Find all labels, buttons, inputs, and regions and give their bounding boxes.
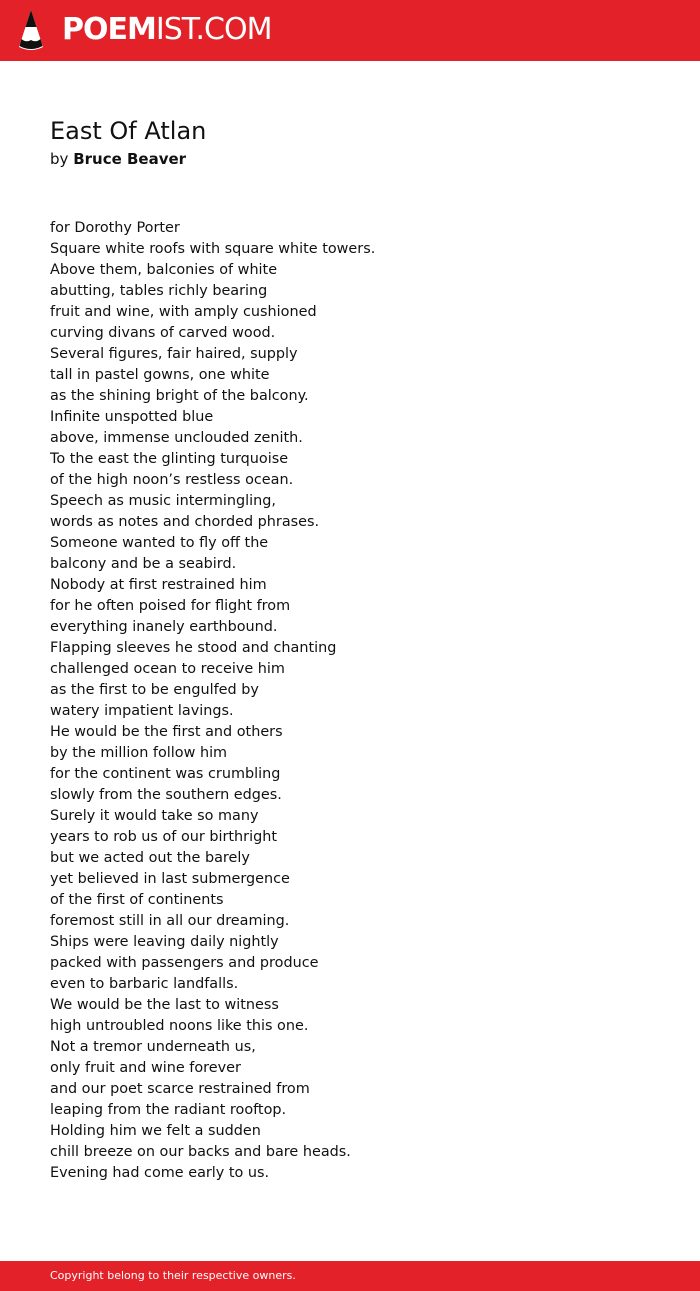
- poem-line: as the shining bright of the balcony.: [50, 388, 309, 404]
- copyright-text: Copyright belong to their respective owners.: [50, 1269, 296, 1282]
- poem-line: Not a tremor underneath us,: [50, 1039, 256, 1055]
- poem-title: East Of Atlan: [50, 117, 207, 145]
- poem-line: for the continent was crumbling: [50, 766, 281, 782]
- poem-line: balcony and be a seabird.: [50, 556, 237, 572]
- poem-line: yet believed in last submergence: [50, 871, 290, 887]
- site-footer: [0, 1261, 700, 1291]
- poem-line: Nobody at first restrained him: [50, 577, 267, 593]
- logo-text-bold: POEM: [62, 12, 156, 47]
- poem-line: and our poet scarce restrained from: [50, 1081, 310, 1097]
- poem-line: by the million follow him: [50, 745, 228, 761]
- poem-line: for Dorothy Porter: [50, 220, 180, 236]
- poem-line: for he often poised for flight from: [50, 598, 291, 614]
- poem-line: above, immense unclouded zenith.: [50, 430, 303, 446]
- poem-line: slowly from the southern edges.: [50, 787, 282, 803]
- poem-line: Evening had come early to us.: [50, 1165, 270, 1181]
- site-logo[interactable]: [62, 12, 271, 48]
- poem-line: of the high noon’s restless ocean.: [50, 472, 294, 488]
- poem-line: curving divans of carved wood.: [50, 325, 276, 341]
- poem-line: even to barbaric landfalls.: [50, 976, 239, 992]
- poem-line: To the east the glinting turquoise: [50, 451, 289, 467]
- poem-line: of the first of continents: [50, 892, 224, 908]
- poem-line: He would be the first and others: [50, 724, 283, 740]
- poem-line: Flapping sleeves he stood and chanting: [50, 640, 337, 656]
- pen-nib-icon[interactable]: [18, 9, 44, 51]
- poem-line: only fruit and wine forever: [50, 1060, 241, 1076]
- byline: [50, 148, 186, 170]
- poem-line: everything inanely earthbound.: [50, 619, 278, 635]
- poem-line: Above them, balconies of white: [50, 262, 278, 278]
- poem-line: high untroubled noons like this one.: [50, 1018, 309, 1034]
- poem-line: chill breeze on our backs and bare heads.: [50, 1144, 351, 1160]
- poem-line: Ships were leaving daily nightly: [50, 934, 279, 950]
- author-name: Bruce Beaver: [73, 150, 187, 168]
- poem-line: abutting, tables richly bearing: [50, 283, 268, 299]
- poem-line: packed with passengers and produce: [50, 955, 319, 971]
- poem-body: [50, 218, 650, 1184]
- poem-line: years to rob us of our birthright: [50, 829, 277, 845]
- poem-line: fruit and wine, with amply cushioned: [50, 304, 317, 320]
- poem-line: foremost still in all our dreaming.: [50, 913, 290, 929]
- poem-line: leaping from the radiant rooftop.: [50, 1102, 287, 1118]
- poem-line: as the first to be engulfed by: [50, 682, 259, 698]
- by-label: by: [50, 150, 69, 168]
- poem-line: challenged ocean to receive him: [50, 661, 285, 677]
- poem-line: watery impatient lavings.: [50, 703, 234, 719]
- poem-line: Infinite unspotted blue: [50, 409, 214, 425]
- poem-line: Surely it would take so many: [50, 808, 259, 824]
- site-header: [0, 0, 700, 61]
- poem-line: Several figures, fair haired, supply: [50, 346, 298, 362]
- poem-line: but we acted out the barely: [50, 850, 250, 866]
- poem-line: Someone wanted to fly off the: [50, 535, 269, 551]
- poem-line: Holding him we felt a sudden: [50, 1123, 261, 1139]
- poem-line: We would be the last to witness: [50, 997, 279, 1013]
- poem-line: words as notes and chorded phrases.: [50, 514, 320, 530]
- poem-line: Square white roofs with square white towers.: [50, 241, 376, 257]
- poem-line: Speech as music intermingling,: [50, 493, 276, 509]
- logo-text-light: IST.COM: [155, 12, 272, 47]
- poem-line: tall in pastel gowns, one white: [50, 367, 270, 383]
